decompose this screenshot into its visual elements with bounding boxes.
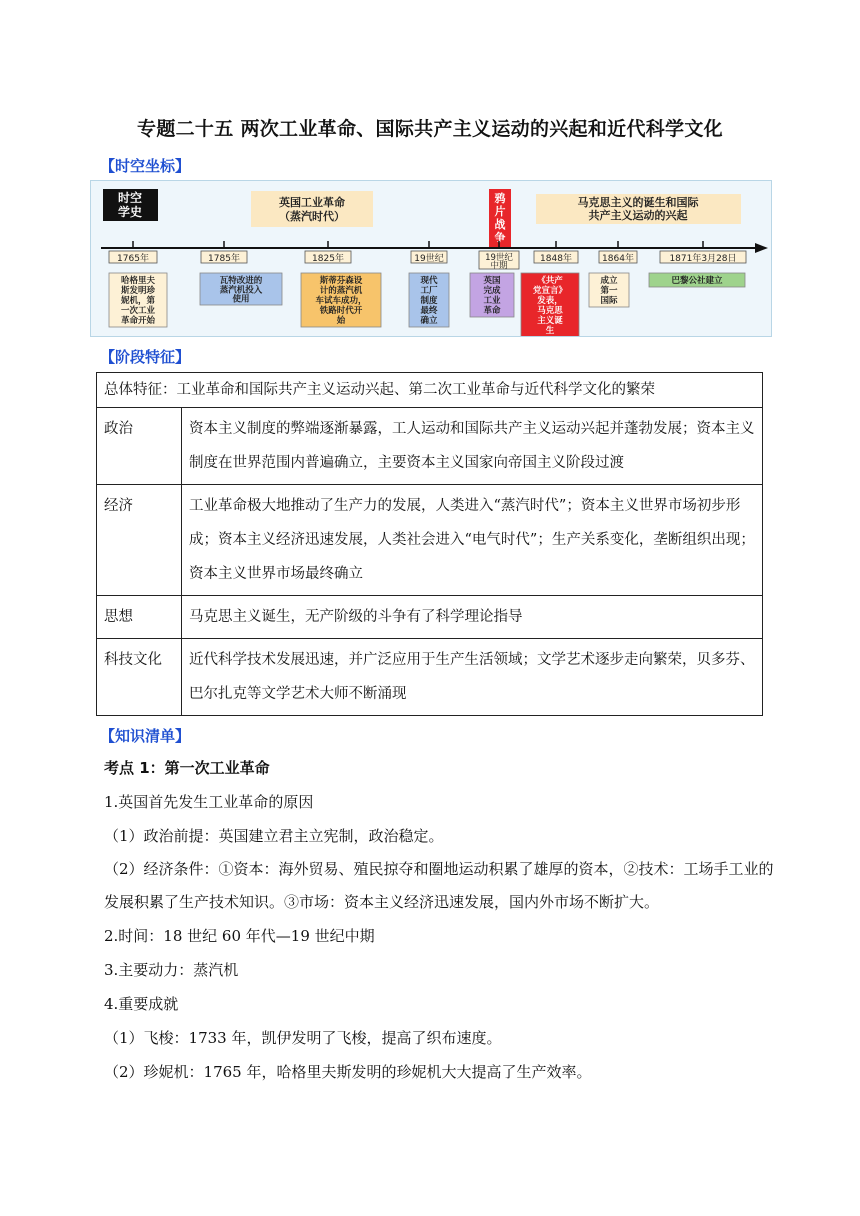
opium-war-text: 争: [494, 231, 506, 244]
era-left-text: 英国工业革命: [279, 196, 345, 209]
features-overall: 总体特征：工业革命和国际共产主义运动兴起、第二次工业革命与近代科学文化的繁荣: [97, 373, 763, 408]
features-row-economy: [97, 485, 763, 596]
features-label-politics: 政治: [97, 408, 182, 485]
opium-war-text: 片: [494, 205, 506, 218]
timeline-event-text: 马克思: [537, 306, 563, 316]
timeline-event-text: 主义诞: [537, 316, 563, 326]
timeline-event-text: 生: [545, 326, 555, 336]
features-label-thought: 思想: [97, 596, 182, 639]
timeline-badge-text: 时空: [117, 191, 143, 205]
timeline-date-label: 19世纪: [485, 253, 513, 263]
timeline-event-text: 最终: [420, 306, 438, 316]
timeline-date-label: 1825年: [312, 254, 344, 264]
timeline-event-text: 现代: [420, 276, 438, 286]
features-text-culture: 近代科学技术发展迅速，并广泛应用于生产生活领域；文学艺术逐步走向繁荣，贝多芬、巴尔扎克等文学艺术大师不断涌现: [182, 639, 763, 716]
timeline-event-text: 斯蒂芬森设: [319, 276, 363, 286]
features-table: [96, 372, 763, 716]
timeline-date-label: 1848年: [540, 254, 572, 264]
knowledge-item-1: 1.英国首先发生工业革命的原因: [104, 793, 314, 811]
timeline-badge-text: 学史: [117, 205, 143, 219]
timeline-date-label: 19世纪: [414, 254, 444, 264]
timeline-event-text: 妮机，第: [120, 296, 156, 306]
timeline-date-label: 中期: [490, 261, 508, 271]
timeline-event-text: 斯发明珍: [120, 286, 156, 296]
timeline-event-text: 完成: [483, 286, 501, 296]
timeline-arrow: [755, 243, 768, 253]
timeline-event-text: 《共产: [537, 276, 563, 286]
opium-war-text: 鸦: [494, 192, 506, 205]
timeline-event-text: 车试车成功，: [315, 296, 367, 306]
timeline-event-text: 英国: [483, 276, 501, 286]
knowledge-item-1-2: （2）经济条件：①资本：海外贸易、殖民掠夺和圈地运动积累了雄厚的资本，②技术：工场手工业的发展积累了生产技术知识。③市场：资本主义经济迅速发展，国内外市场不断扩大。: [104, 860, 774, 911]
features-text-economy: 工业革命极大地推动了生产力的发展，人类进入“蒸汽时代”；资本主义世界市场初步形成；资本主义经济迅速发展，人类社会进入“电气时代”；生产关系变化，垄断组织出现；资本主义世界市场最终确立: [182, 485, 763, 596]
knowledge-point-title: 考点 1：第一次工业革命: [104, 759, 270, 777]
era-left-text: （蒸汽时代）: [279, 210, 345, 223]
features-label-economy: 经济: [97, 485, 182, 596]
section-heading-features: 【阶段特征】: [100, 348, 191, 366]
knowledge-item-2: 2.时间：18 世纪 60 年代—19 世纪中期: [104, 927, 375, 945]
timeline-date-label: 1765年: [117, 254, 149, 264]
knowledge-item-3: 3.主要动力：蒸汽机: [104, 961, 239, 979]
section-heading-knowledge: 【知识清单】: [100, 727, 191, 745]
timeline-event-text: 制度: [420, 296, 438, 306]
features-row-thought: [97, 596, 763, 639]
timeline-event-text: 革命开始: [120, 316, 156, 326]
features-text-thought: 马克思主义诞生，无产阶级的斗争有了科学理论指导: [182, 596, 763, 639]
timeline-event-text: 计的蒸汽机: [319, 286, 363, 296]
features-text-politics: 资本主义制度的弊端逐渐暴露，工人运动和国际共产主义运动兴起并蓬勃发展；资本主义制度在世界范围内普遍确立，主要资本主义国家向帝国主义阶段过渡: [182, 408, 763, 485]
page-title: 专题二十五 两次工业革命、国际共产主义运动的兴起和近代科学文化: [137, 118, 723, 140]
timeline-event-text: 使用: [232, 294, 250, 305]
timeline-event-text: 第一: [600, 286, 618, 296]
timeline-event-text: 成立: [600, 276, 618, 286]
timeline-event-text: 蒸汽机投入: [219, 285, 263, 296]
knowledge-item-1-1: （1）政治前提：英国建立君主立宪制，政治稳定。: [104, 827, 444, 845]
timeline-date-label: 1864年: [602, 254, 634, 264]
timeline-date-label: 1785年: [208, 254, 240, 264]
features-row-overall: [97, 373, 763, 408]
timeline-event-text: 一次工业: [120, 306, 156, 316]
timeline-event-text: 革命: [483, 306, 501, 316]
timeline-event-text: 发表，: [537, 296, 563, 306]
timeline-event-text: 始: [336, 316, 346, 326]
timeline-svg: [91, 181, 771, 336]
era-right-text: 共产主义运动的兴起: [588, 209, 688, 222]
timeline-event-text: 瓦特改进的: [219, 276, 263, 286]
era-right-text: 马克思主义的诞生和国际: [577, 196, 699, 209]
timeline-date-label: 1871年3月28日: [669, 254, 737, 264]
opium-war-text: 战: [494, 218, 506, 231]
features-label-culture: 科技文化: [97, 639, 182, 716]
features-row-politics: [97, 408, 763, 485]
timeline-event-text: 党宣言》: [532, 286, 568, 296]
timeline-event-text: 确立: [420, 316, 438, 326]
knowledge-item-4-1: （1）飞梭：1733 年，凯伊发明了飞梭，提高了织布速度。: [104, 1029, 502, 1047]
timeline-event-text: 工业: [483, 296, 501, 306]
timeline-event-text: 巴黎公社建立: [671, 276, 723, 286]
timeline-figure: [90, 180, 772, 337]
timeline-event-text: 国际: [600, 296, 618, 306]
knowledge-item-4: 4.重要成就: [104, 995, 179, 1013]
section-heading-timeline: 【时空坐标】: [100, 157, 191, 175]
features-row-culture: [97, 639, 763, 716]
timeline-event-text: 铁路时代开: [319, 306, 363, 316]
timeline-event-text: 哈格里夫: [120, 276, 156, 286]
knowledge-item-4-2: （2）珍妮机：1765 年，哈格里夫斯发明的珍妮机大大提高了生产效率。: [104, 1063, 592, 1081]
timeline-event-text: 工厂: [420, 286, 438, 296]
